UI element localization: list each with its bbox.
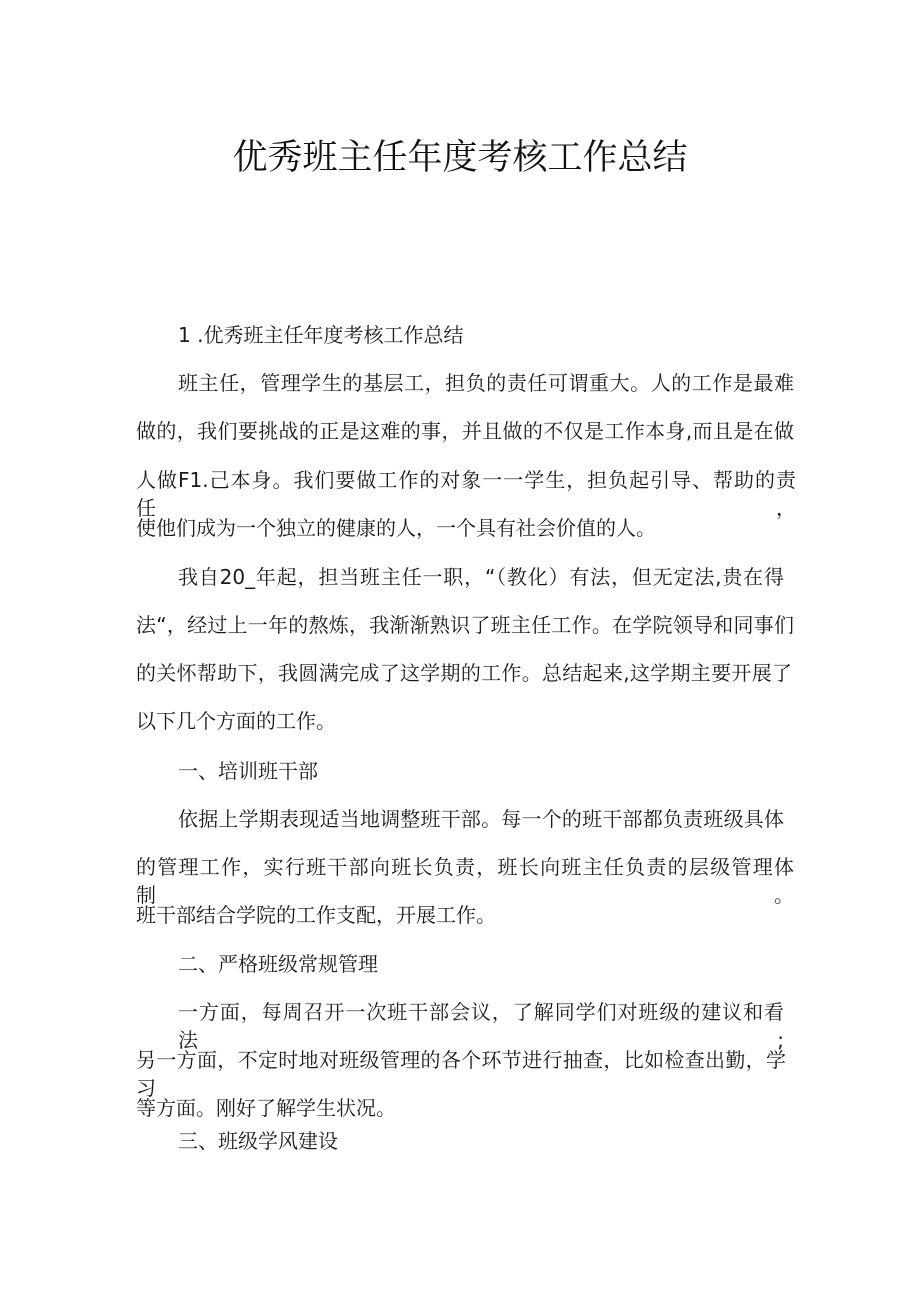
paragraph-line: 另一方面，不定时地对班级管理的各个环节进行抽查，比如检查出勤，学习 — [136, 1048, 786, 1100]
section-heading-4: 三、班级学风建设 — [178, 1129, 338, 1153]
paragraph-line: 等方面。刚好了解学生状况。 — [136, 1096, 396, 1120]
paragraph-line: 一方面，每周召开一次班干部会议，了解同学们对班级的建议和看法; — [178, 1000, 784, 1052]
paragraph-line: 我自20_年起，担当班主任一职，“（教化）有法，但无定法,贵在得 — [178, 565, 784, 589]
paragraph-line: 的管理工作，实行班干部向班长负责，班长向班主任负责的层级管理体制。 — [136, 855, 794, 907]
paragraph-line: 做的，我们要挑战的正是这难的事，并且做的不仅是工作本身,而且是在做 — [136, 419, 794, 443]
section-heading-3: 二、严格班级常规管理 — [178, 952, 378, 976]
paragraph-line: 以下几个方面的工作。 — [136, 709, 336, 733]
paragraph-line: 人做F1.己本身。我们要做工作的对象一一学生，担负起引导、帮助的责任， — [136, 468, 796, 520]
paragraph-line: 班主任，管理学生的基层工，担负的责任可谓重大。人的工作是最难 — [178, 371, 794, 395]
section-heading-2: 一、培训班干部 — [178, 759, 318, 783]
paragraph-line: 依据上学期表现适当地调整班干部。每一个的班干部都负责班级具体 — [178, 807, 784, 831]
document-title: 优秀班主任年度考核工作总结 — [232, 138, 688, 178]
paragraph-line: 班干部结合学院的工作支配，开展工作。 — [136, 903, 496, 927]
section-heading-1: 1 .优秀班主任年度考核工作总结 — [178, 323, 464, 347]
paragraph-line: 使他们成为一个独立的健康的人，一个具有社会价值的人。 — [136, 516, 656, 540]
paragraph-line: 的关怀帮助下，我圆满完成了这学期的工作。总结起来,这学期主要开展了 — [136, 661, 792, 685]
paragraph-line: 法“，经过上一年的熬炼，我渐渐熟识了班主任工作。在学院领导和同事们 — [136, 613, 794, 637]
